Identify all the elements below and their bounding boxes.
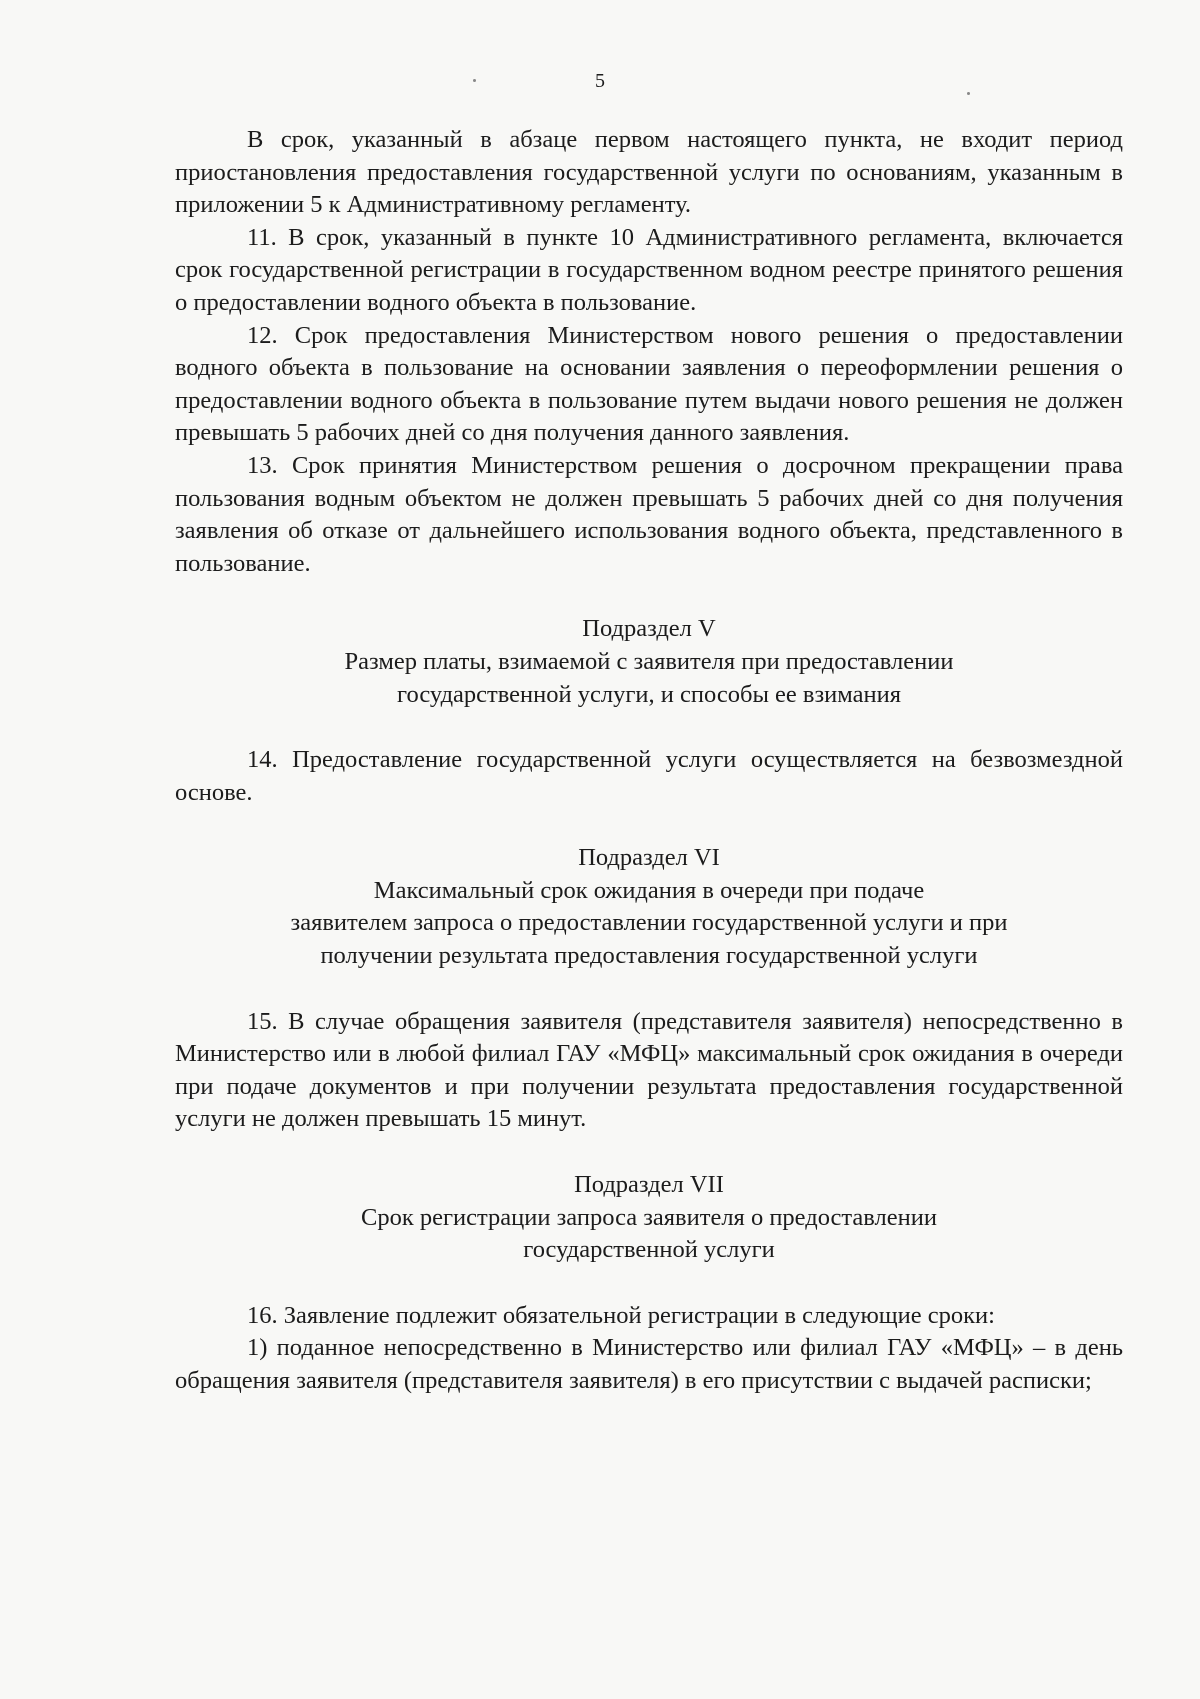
section-title: Максимальный срок ожидания в очереди при подаче — [373, 876, 925, 904]
section-heading: Подраздел V — [582, 615, 716, 643]
page-number: 5 — [595, 70, 605, 92]
list-item: 1) поданное непосредственно в Министерство или филиал ГАУ «МФЦ» – в день обращения заявителя (представителя заявителя) в его присутствии с выдачей расписки; — [175, 1334, 1123, 1394]
section-title: государственной услуги — [523, 1236, 775, 1264]
paragraph: 16. Заявление подлежит обязательной регистрации в следующие сроки: — [247, 1301, 995, 1329]
paragraph: 14. Предоставление государственной услуги осуществляется на безвозмездной основе. — [175, 746, 1123, 806]
paragraph: 13. Срок принятия Министерством решения о досрочном прекращении права пользования водным объектом не должен превышать 5 рабочих дней со дня получения заявления об отказе от дальнейшего использования водного объекта, представленного в пользование. — [175, 451, 1123, 577]
document-body — [175, 124, 1123, 1398]
paragraph: 11. В срок, указанный в пункте 10 Административного регламента, включается срок государственной регистрации в государственном водном реестре принятого решения о предоставлении водного объекта в пользование. — [175, 223, 1123, 316]
section-title: заявителем запроса о предоставлении государственной услуги и при — [290, 909, 1008, 937]
paragraph: 15. В случае обращения заявителя (представителя заявителя) непосредственно в Министерство или в любой филиал ГАУ «МФЦ» максимальный срок ожидания в очереди при подаче документов и при получении результата предоставления государственной услуги не должен превышать 15 минут. — [175, 1007, 1123, 1133]
paragraph: В срок, указанный в абзаце первом настоящего пункта, не входит период приостановления предоставления государственной услуги по основаниям, указанным в приложении 5 к Административному регламенту. — [175, 126, 1123, 219]
paragraph: 12. Срок предоставления Министерством нового решения о предоставлении водного объекта в пользование на основании заявления о переоформлении решения о предоставлении водного объекта в пользование путем выдачи нового решения не должен превышать 5 рабочих дней со дня получения данного заявления. — [175, 321, 1123, 447]
section-title: получении результата предоставления государственной услуги — [320, 942, 978, 970]
section-title: Размер платы, взимаемой с заявителя при предоставлении — [344, 647, 954, 675]
section-heading: Подраздел VI — [578, 844, 720, 872]
section-heading: Подраздел VII — [574, 1171, 724, 1199]
section-title: Срок регистрации запроса заявителя о предоставлении — [361, 1203, 937, 1231]
section-title: государственной услуги, и способы ее взимания — [397, 680, 901, 708]
